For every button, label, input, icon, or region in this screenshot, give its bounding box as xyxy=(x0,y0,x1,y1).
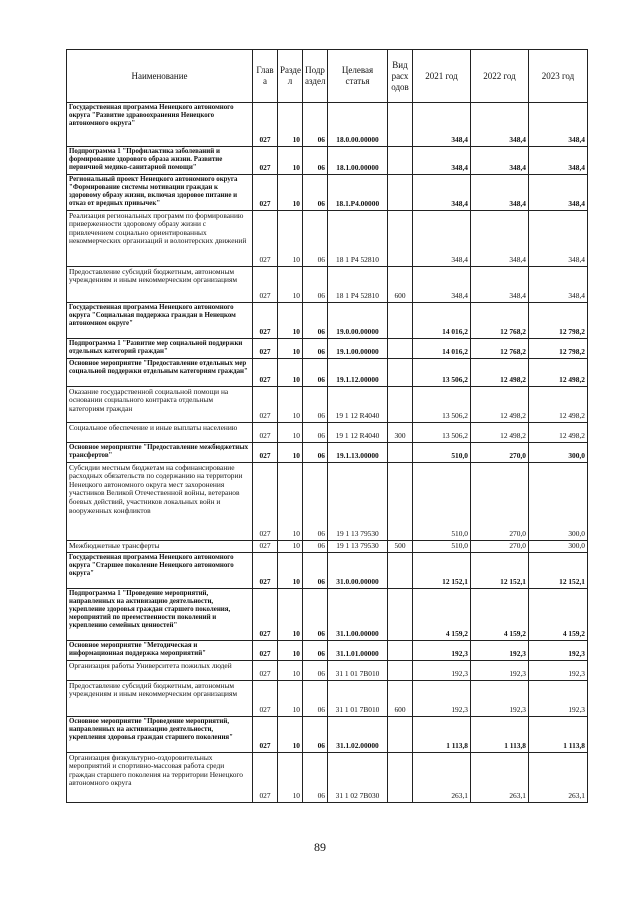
cell-2021: 510,0 xyxy=(413,540,471,552)
cell-vid: 600 xyxy=(388,680,413,716)
cell-podrazdel: 06 xyxy=(303,422,328,442)
cell-target: 19 1 13 79530 xyxy=(328,462,388,540)
cell-2021: 12 152,1 xyxy=(413,552,471,588)
cell-2023: 12 498,2 xyxy=(529,358,588,386)
cell-name: Организация работы Университета пожилых людей xyxy=(67,660,253,680)
cell-razdel: 10 xyxy=(278,174,303,210)
cell-podrazdel: 06 xyxy=(303,640,328,660)
cell-2021: 4 159,2 xyxy=(413,588,471,640)
table-row xyxy=(67,552,588,588)
cell-2022: 12 152,1 xyxy=(471,552,529,588)
cell-podrazdel: 06 xyxy=(303,103,328,147)
cell-name: Государственная программа Ненецкого автономного округа "Развитие здравоохранения Ненецкого автономного округа" xyxy=(67,103,253,147)
cell-glava: 027 xyxy=(253,147,278,175)
cell-target: 31.1.02.00000 xyxy=(328,716,388,752)
cell-glava: 027 xyxy=(253,716,278,752)
cell-vid xyxy=(388,442,413,462)
cell-2022: 270,0 xyxy=(471,540,529,552)
cell-2021: 348,4 xyxy=(413,103,471,147)
cell-2022: 12 498,2 xyxy=(471,422,529,442)
cell-2021: 263,1 xyxy=(413,752,471,802)
cell-2022: 348,4 xyxy=(471,266,529,302)
cell-2022: 1 113,8 xyxy=(471,716,529,752)
cell-2023: 192,3 xyxy=(529,680,588,716)
cell-vid xyxy=(388,358,413,386)
table-row xyxy=(67,462,588,540)
cell-2021: 14 016,2 xyxy=(413,302,471,338)
cell-podrazdel: 06 xyxy=(303,716,328,752)
cell-2022: 263,1 xyxy=(471,752,529,802)
cell-2021: 192,3 xyxy=(413,680,471,716)
cell-vid: 300 xyxy=(388,422,413,442)
cell-podrazdel: 06 xyxy=(303,210,328,266)
cell-razdel: 10 xyxy=(278,552,303,588)
cell-2022: 270,0 xyxy=(471,442,529,462)
cell-2022: 348,4 xyxy=(471,103,529,147)
header-target: Целевая статья xyxy=(328,50,388,103)
cell-glava: 027 xyxy=(253,358,278,386)
cell-glava: 027 xyxy=(253,103,278,147)
cell-podrazdel: 06 xyxy=(303,660,328,680)
header-vid: Вид расх одов xyxy=(388,50,413,103)
cell-name: Региональный проект Ненецкого автономного округа "Формирование системы мотивации граждан к здоровому образу жизни, включая здоровое питание и отказ от вредных привычек" xyxy=(67,174,253,210)
cell-glava: 027 xyxy=(253,442,278,462)
cell-2023: 263,1 xyxy=(529,752,588,802)
cell-target: 31 1 02 7B030 xyxy=(328,752,388,802)
cell-vid xyxy=(388,716,413,752)
cell-target: 18.1.P4.00000 xyxy=(328,174,388,210)
cell-vid xyxy=(388,588,413,640)
cell-glava: 027 xyxy=(253,338,278,358)
cell-2023: 348,4 xyxy=(529,210,588,266)
table-row xyxy=(67,640,588,660)
cell-2021: 13 506,2 xyxy=(413,358,471,386)
cell-vid xyxy=(388,640,413,660)
cell-podrazdel: 06 xyxy=(303,680,328,716)
cell-name: Основное мероприятие "Методическая и информационная поддержка мероприятий" xyxy=(67,640,253,660)
cell-target: 31 1 01 7B010 xyxy=(328,680,388,716)
cell-podrazdel: 06 xyxy=(303,358,328,386)
cell-2023: 348,4 xyxy=(529,103,588,147)
cell-2022: 348,4 xyxy=(471,174,529,210)
header-podrazdel: Подр аздел xyxy=(303,50,328,103)
cell-name: Подпрограмма 1 "Профилактика заболеваний и формирование здорового образа жизни. Развитие первичной медико-санитарной помощи" xyxy=(67,147,253,175)
table-header-row xyxy=(67,50,588,103)
cell-target: 19 1 13 79530 xyxy=(328,540,388,552)
cell-2022: 348,4 xyxy=(471,210,529,266)
cell-razdel: 10 xyxy=(278,103,303,147)
table-row xyxy=(67,147,588,175)
cell-2022: 12 768,2 xyxy=(471,338,529,358)
cell-vid xyxy=(388,210,413,266)
cell-2022: 4 159,2 xyxy=(471,588,529,640)
cell-target: 18.0.00.00000 xyxy=(328,103,388,147)
table-body xyxy=(67,103,588,803)
cell-podrazdel: 06 xyxy=(303,752,328,802)
cell-2022: 192,3 xyxy=(471,680,529,716)
table-row xyxy=(67,660,588,680)
cell-name: Реализация региональных программ по формированию приверженности здоровому образу жизни с привлечением социально ориентированных некоммерческих организаций и волонтерских движений xyxy=(67,210,253,266)
cell-glava: 027 xyxy=(253,462,278,540)
cell-name: Субсидии местным бюджетам на софинансирование расходных обязательств по содержанию на территории Ненецкого автономного округа мест захоронения участников Великой Отечественной войны, ветеранов боевых действий, участников локальных войн и вооруженных конфликтов xyxy=(67,462,253,540)
cell-podrazdel: 06 xyxy=(303,442,328,462)
cell-2023: 12 498,2 xyxy=(529,422,588,442)
cell-vid xyxy=(388,302,413,338)
header-name: Наименование xyxy=(67,50,253,103)
cell-name: Предоставление субсидий бюджетным, автономным учреждениям и иным некоммерческим организациям xyxy=(67,266,253,302)
cell-glava: 027 xyxy=(253,540,278,552)
cell-2021: 13 506,2 xyxy=(413,422,471,442)
cell-2023: 12 152,1 xyxy=(529,552,588,588)
cell-2021: 348,4 xyxy=(413,147,471,175)
cell-vid xyxy=(388,386,413,422)
cell-target: 31.0.00.00000 xyxy=(328,552,388,588)
cell-name: Основное мероприятие "Предоставление отдельных мер социальной поддержки отдельным категориям граждан" xyxy=(67,358,253,386)
header-2022: 2022 год xyxy=(471,50,529,103)
cell-target: 19.0.00.00000 xyxy=(328,302,388,338)
cell-vid xyxy=(388,174,413,210)
cell-2023: 12 498,2 xyxy=(529,386,588,422)
header-2023: 2023 год xyxy=(529,50,588,103)
table-row xyxy=(67,358,588,386)
cell-target: 19.1.12.00000 xyxy=(328,358,388,386)
cell-2021: 510,0 xyxy=(413,442,471,462)
cell-name: Подпрограмма 1 "Развитие мер социальной поддержки отдельных категорий граждан" xyxy=(67,338,253,358)
cell-2023: 348,4 xyxy=(529,147,588,175)
cell-glava: 027 xyxy=(253,386,278,422)
cell-target: 18.1.00.00000 xyxy=(328,147,388,175)
budget-table xyxy=(66,49,588,803)
cell-razdel: 10 xyxy=(278,588,303,640)
cell-2023: 1 113,8 xyxy=(529,716,588,752)
cell-razdel: 10 xyxy=(278,752,303,802)
cell-name: Социальное обеспечение и иные выплаты населению xyxy=(67,422,253,442)
table-row xyxy=(67,266,588,302)
cell-razdel: 10 xyxy=(278,358,303,386)
table-row xyxy=(67,103,588,147)
cell-glava: 027 xyxy=(253,210,278,266)
table-row xyxy=(67,680,588,716)
cell-2022: 12 498,2 xyxy=(471,358,529,386)
header-glava: Глав а xyxy=(253,50,278,103)
cell-razdel: 10 xyxy=(278,386,303,422)
cell-glava: 027 xyxy=(253,752,278,802)
table-row xyxy=(67,174,588,210)
cell-vid xyxy=(388,752,413,802)
cell-2022: 348,4 xyxy=(471,147,529,175)
cell-podrazdel: 06 xyxy=(303,540,328,552)
page-number: 89 xyxy=(314,840,326,854)
table-row xyxy=(67,588,588,640)
cell-2022: 270,0 xyxy=(471,462,529,540)
cell-podrazdel: 06 xyxy=(303,302,328,338)
cell-podrazdel: 06 xyxy=(303,147,328,175)
cell-target: 19 1 12 R4040 xyxy=(328,386,388,422)
cell-target: 19.1.13.00000 xyxy=(328,442,388,462)
cell-razdel: 10 xyxy=(278,302,303,338)
cell-glava: 027 xyxy=(253,552,278,588)
cell-glava: 027 xyxy=(253,588,278,640)
cell-2023: 12 798,2 xyxy=(529,338,588,358)
cell-razdel: 10 xyxy=(278,442,303,462)
cell-2021: 1 113,8 xyxy=(413,716,471,752)
cell-2021: 348,4 xyxy=(413,210,471,266)
cell-razdel: 10 xyxy=(278,680,303,716)
cell-name: Основное мероприятие "Предоставление межбюджетных трансфертов" xyxy=(67,442,253,462)
cell-name: Государственная программа Ненецкого автономного округа "Старшее поколение Ненецкого автономного округа" xyxy=(67,552,253,588)
table-row xyxy=(67,386,588,422)
cell-razdel: 10 xyxy=(278,462,303,540)
cell-vid xyxy=(388,147,413,175)
cell-target: 31 1 01 7B010 xyxy=(328,660,388,680)
cell-glava: 027 xyxy=(253,174,278,210)
cell-2021: 192,3 xyxy=(413,640,471,660)
cell-glava: 027 xyxy=(253,640,278,660)
table-row xyxy=(67,422,588,442)
cell-razdel: 10 xyxy=(278,147,303,175)
table-row xyxy=(67,442,588,462)
cell-2023: 348,4 xyxy=(529,174,588,210)
cell-vid xyxy=(388,552,413,588)
cell-podrazdel: 06 xyxy=(303,338,328,358)
cell-vid xyxy=(388,660,413,680)
cell-2023: 4 159,2 xyxy=(529,588,588,640)
cell-razdel: 10 xyxy=(278,640,303,660)
cell-target: 19 1 12 R4040 xyxy=(328,422,388,442)
table-row xyxy=(67,752,588,802)
cell-razdel: 10 xyxy=(278,716,303,752)
cell-2023: 12 798,2 xyxy=(529,302,588,338)
cell-vid xyxy=(388,462,413,540)
cell-razdel: 10 xyxy=(278,210,303,266)
cell-name: Предоставление субсидий бюджетным, автономным учреждениям и иным некоммерческим организациям xyxy=(67,680,253,716)
cell-2023: 192,3 xyxy=(529,640,588,660)
cell-razdel: 10 xyxy=(278,540,303,552)
cell-target: 31.1.01.00000 xyxy=(328,640,388,660)
header-2021: 2021 год xyxy=(413,50,471,103)
cell-2022: 192,3 xyxy=(471,660,529,680)
cell-glava: 027 xyxy=(253,266,278,302)
cell-2023: 300,0 xyxy=(529,540,588,552)
cell-vid: 600 xyxy=(388,266,413,302)
cell-glava: 027 xyxy=(253,660,278,680)
cell-podrazdel: 06 xyxy=(303,386,328,422)
cell-razdel: 10 xyxy=(278,338,303,358)
cell-glava: 027 xyxy=(253,422,278,442)
cell-vid xyxy=(388,103,413,147)
cell-2021: 348,4 xyxy=(413,174,471,210)
cell-name: Государственная программа Ненецкого автономного округа "Социальная поддержка граждан в Ненецком автономном округе" xyxy=(67,302,253,338)
cell-vid: 500 xyxy=(388,540,413,552)
cell-2023: 300,0 xyxy=(529,462,588,540)
cell-podrazdel: 06 xyxy=(303,552,328,588)
table-row xyxy=(67,302,588,338)
cell-glava: 027 xyxy=(253,302,278,338)
cell-vid xyxy=(388,338,413,358)
cell-2021: 14 016,2 xyxy=(413,338,471,358)
cell-name: Подпрограмма 1 "Проведение мероприятий, направленных на активизацию деятельности, укрепление здоровья граждан старшего поколения, мероприятий по преемственности поколений и укреплению семейных ценностей" xyxy=(67,588,253,640)
cell-2023: 300,0 xyxy=(529,442,588,462)
cell-2023: 192,3 xyxy=(529,660,588,680)
cell-name: Организация физкультурно-оздоровительных мероприятий и спортивно-массовая работа среди граждан старшего поколения на территории Ненецкого автономного округа xyxy=(67,752,253,802)
table-row xyxy=(67,210,588,266)
cell-razdel: 10 xyxy=(278,660,303,680)
cell-podrazdel: 06 xyxy=(303,588,328,640)
cell-name: Межбюджетные трансферты xyxy=(67,540,253,552)
cell-2021: 348,4 xyxy=(413,266,471,302)
cell-razdel: 10 xyxy=(278,422,303,442)
cell-podrazdel: 06 xyxy=(303,174,328,210)
cell-target: 19.1.00.00000 xyxy=(328,338,388,358)
table-row xyxy=(67,540,588,552)
table-row xyxy=(67,716,588,752)
cell-2021: 192,3 xyxy=(413,660,471,680)
header-razdel: Разде л xyxy=(278,50,303,103)
cell-target: 18 1 P4 52810 xyxy=(328,266,388,302)
cell-2022: 12 498,2 xyxy=(471,386,529,422)
cell-2023: 348,4 xyxy=(529,266,588,302)
table-row xyxy=(67,338,588,358)
cell-podrazdel: 06 xyxy=(303,266,328,302)
cell-target: 31.1.00.00000 xyxy=(328,588,388,640)
cell-target: 18 1 P4 52810 xyxy=(328,210,388,266)
cell-2021: 510,0 xyxy=(413,462,471,540)
cell-name: Основное мероприятие "Проведение мероприятий, направленных на активизацию деятельности, укрепления здоровья граждан старшего поколения" xyxy=(67,716,253,752)
cell-2021: 13 506,2 xyxy=(413,386,471,422)
cell-podrazdel: 06 xyxy=(303,462,328,540)
cell-2022: 12 768,2 xyxy=(471,302,529,338)
cell-name: Оказание государственной социальной помощи на основании социального контракта отдельным категориям граждан xyxy=(67,386,253,422)
cell-glava: 027 xyxy=(253,680,278,716)
cell-2022: 192,3 xyxy=(471,640,529,660)
cell-razdel: 10 xyxy=(278,266,303,302)
